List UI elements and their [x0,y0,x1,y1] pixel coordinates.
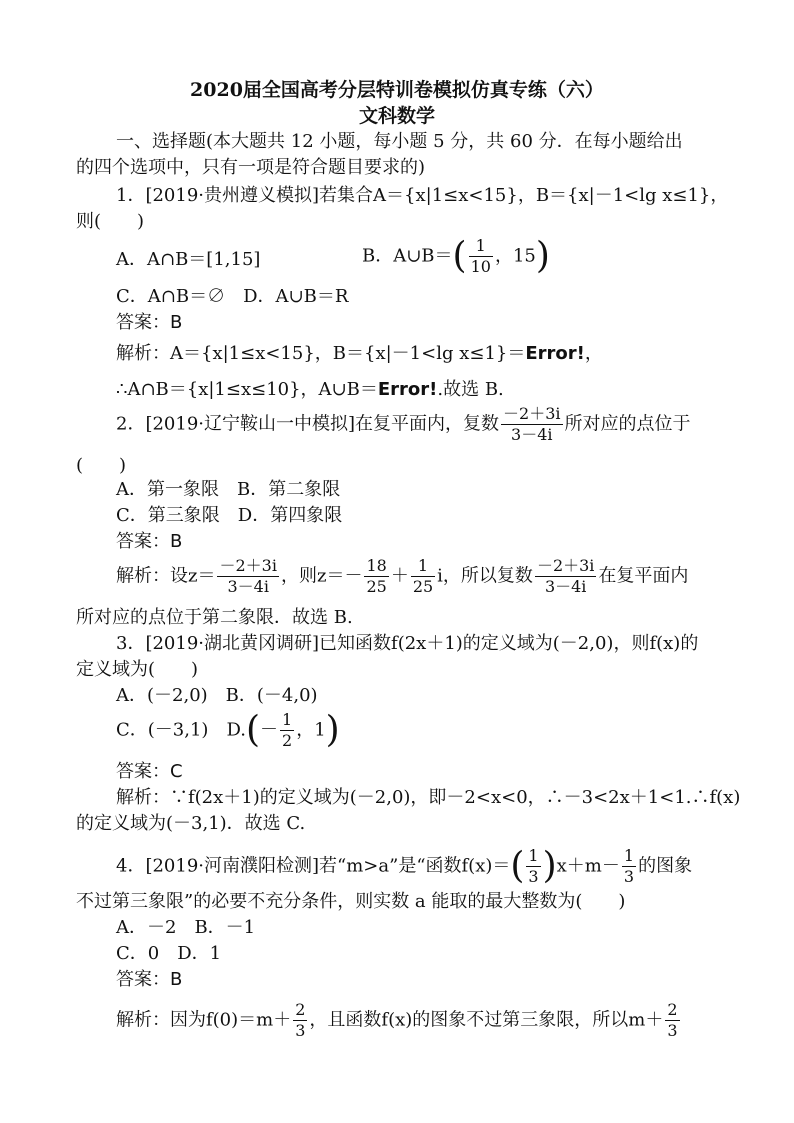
text: － [260,719,279,741]
q3-fraction [280,710,294,751]
fraction-numerator: －2＋3i [219,556,277,575]
q2-fraction [501,404,562,445]
text: ，且函数f(x)的图象不过第三象限，所以m＋ [309,1009,664,1031]
fraction-denominator: 3 [528,867,539,886]
q3-options-ab: A．(－2,0) B．(－4,0) [116,685,318,706]
paren-left: ( [245,709,261,751]
text: ，1 [296,719,326,741]
q2-explanation-cont: 所对应的点位于第二象限．故选 B. [76,607,353,628]
fraction-denominator: 25 [366,577,387,596]
q2-options-ab: A．第一象限 B．第二象限 [116,479,341,500]
paren-left: ( [510,845,525,887]
q3-explanation: 解析：∵f(2x＋1)的定义域为(－2,0)，即－2<x<0，∴－3<2x＋1<1.∴f(x) [116,787,741,808]
q4-fraction-base [526,846,540,887]
q2-fraction [535,556,596,597]
fraction-denominator: 25 [412,577,434,596]
q1-explanation-1 [116,342,603,366]
text: 在复平面内 [598,565,689,587]
q3-stem-cont: 定义域为( ) [76,659,199,680]
text: 的图象 [638,855,693,877]
q4-fraction-third [622,846,636,887]
text: ， [584,343,603,364]
fraction-denominator: 3 [623,867,635,886]
fraction-numerator: －2＋3i [503,404,561,423]
q4-stem-cont: 不过第三象限”的必要不充分条件，则实数 a 能取的最大整数为( ) [76,891,626,912]
fraction-denominator: 10 [470,257,491,276]
q2-explanation [116,556,688,597]
fraction-denominator: 3 [295,1021,306,1040]
paren-left: ( [452,235,467,277]
q1-options-cd: C．A∩B＝∅ D．A∪B＝R [116,286,349,307]
fraction-denominator: 3－4i [227,577,269,596]
fraction-numerator: 1 [411,556,435,577]
fraction-denominator: 3 [667,1021,678,1040]
q2-stem [116,404,691,445]
section-heading: 一、选择题(本大题共 12 小题，每小题 5 分，共 60 分．在每小题给出 [116,131,683,152]
q3-explanation-cont: 的定义域为(－3,1)．故选 C. [76,813,306,834]
fraction-numerator: 1 [282,710,293,729]
page-subtitle: 文科数学 [358,105,435,127]
q1-option-b-tail: ，15 [494,245,536,267]
page-title: 2020届全国高考分层特训卷模拟仿真专练（六） [190,79,604,101]
text: ∴A∩B＝{x|1≤x≤10}，A∪B＝ [116,379,378,400]
error-text: Error! [525,343,585,364]
q1-explanation-2 [116,378,504,402]
q2-stem-cont: ( ) [76,455,127,476]
q1-option-b-label: B．A∪B＝ [362,245,453,267]
text: 解析：设z＝ [116,565,216,587]
text: C．(－3,1) D. [116,719,246,741]
text: ，则z＝－ [280,565,363,587]
fraction-numerator: 1 [469,236,493,257]
q1-option-b [362,236,550,277]
text: ＋ [390,565,409,587]
q4-explanation [116,1000,682,1041]
fraction-numerator: 2 [295,1000,306,1019]
fraction-2-3 [293,1000,307,1041]
text: .故选 B. [437,379,504,400]
text: 所对应的点位于 [564,413,691,435]
fraction-denominator: 3－4i [511,425,553,444]
q3-options-cd [116,710,340,751]
fraction-18-25 [364,556,388,597]
fraction-numerator: 1 [528,846,539,865]
paren-right: ) [535,235,550,277]
text: 2．[2019·辽宁鞍山一中模拟]在复平面内，复数 [116,413,500,435]
fraction-1-25 [411,556,435,597]
q4-options-ab: A．－2 B．－1 [116,917,256,938]
fraction-denominator: 2 [282,731,293,750]
q2-fraction [217,556,278,597]
fraction-numerator: 1 [623,846,635,865]
q1-option-a: A．A∩B＝[1,15] [116,249,261,270]
q3-stem: 3．[2019·湖北黄冈调研]已知函数f(2x＋1)的定义域为(－2,0)，则f(x)的 [116,633,699,654]
error-text: Error! [377,379,438,400]
q3-answer: 答案：C [116,761,183,782]
fraction-2-3 [665,1000,679,1041]
text: 解析：A＝{x|1≤x<15}，B＝{x|－1<lg x≤1}＝ [116,343,526,364]
fraction-numerator: 2 [667,1000,678,1019]
q2-options-cd: C．第三象限 D．第四象限 [116,505,343,526]
paren-right: ) [325,709,340,751]
q4-stem [116,846,692,887]
paren-right: ) [542,845,557,887]
text: x＋m－ [556,855,620,877]
q1-fraction [469,236,493,277]
section-heading-cont: 的四个选项中，只有一项是符合题目要求的) [76,157,426,178]
q1-answer: 答案：B [116,312,183,333]
q4-options-cd: C．0 D．1 [116,943,222,964]
text: i，所以复数 [437,565,533,587]
fraction-denominator: 3－4i [544,577,587,596]
q1-stem-cont: 则( ) [76,211,145,232]
fraction-numerator: －2＋3i [536,556,595,575]
q4-answer: 答案：B [116,969,183,990]
q1-stem: 1．[2019·贵州遵义模拟]若集合A＝{x|1≤x<15}，B＝{x|－1<lg x≤1}， [116,185,729,206]
text: 4．[2019·河南濮阳检测]若“m>a”是“函数f(x)＝ [116,855,511,877]
fraction-numerator: 18 [366,556,387,575]
text: 解析：因为f(0)＝m＋ [116,1009,292,1031]
q2-answer: 答案：B [116,531,183,552]
